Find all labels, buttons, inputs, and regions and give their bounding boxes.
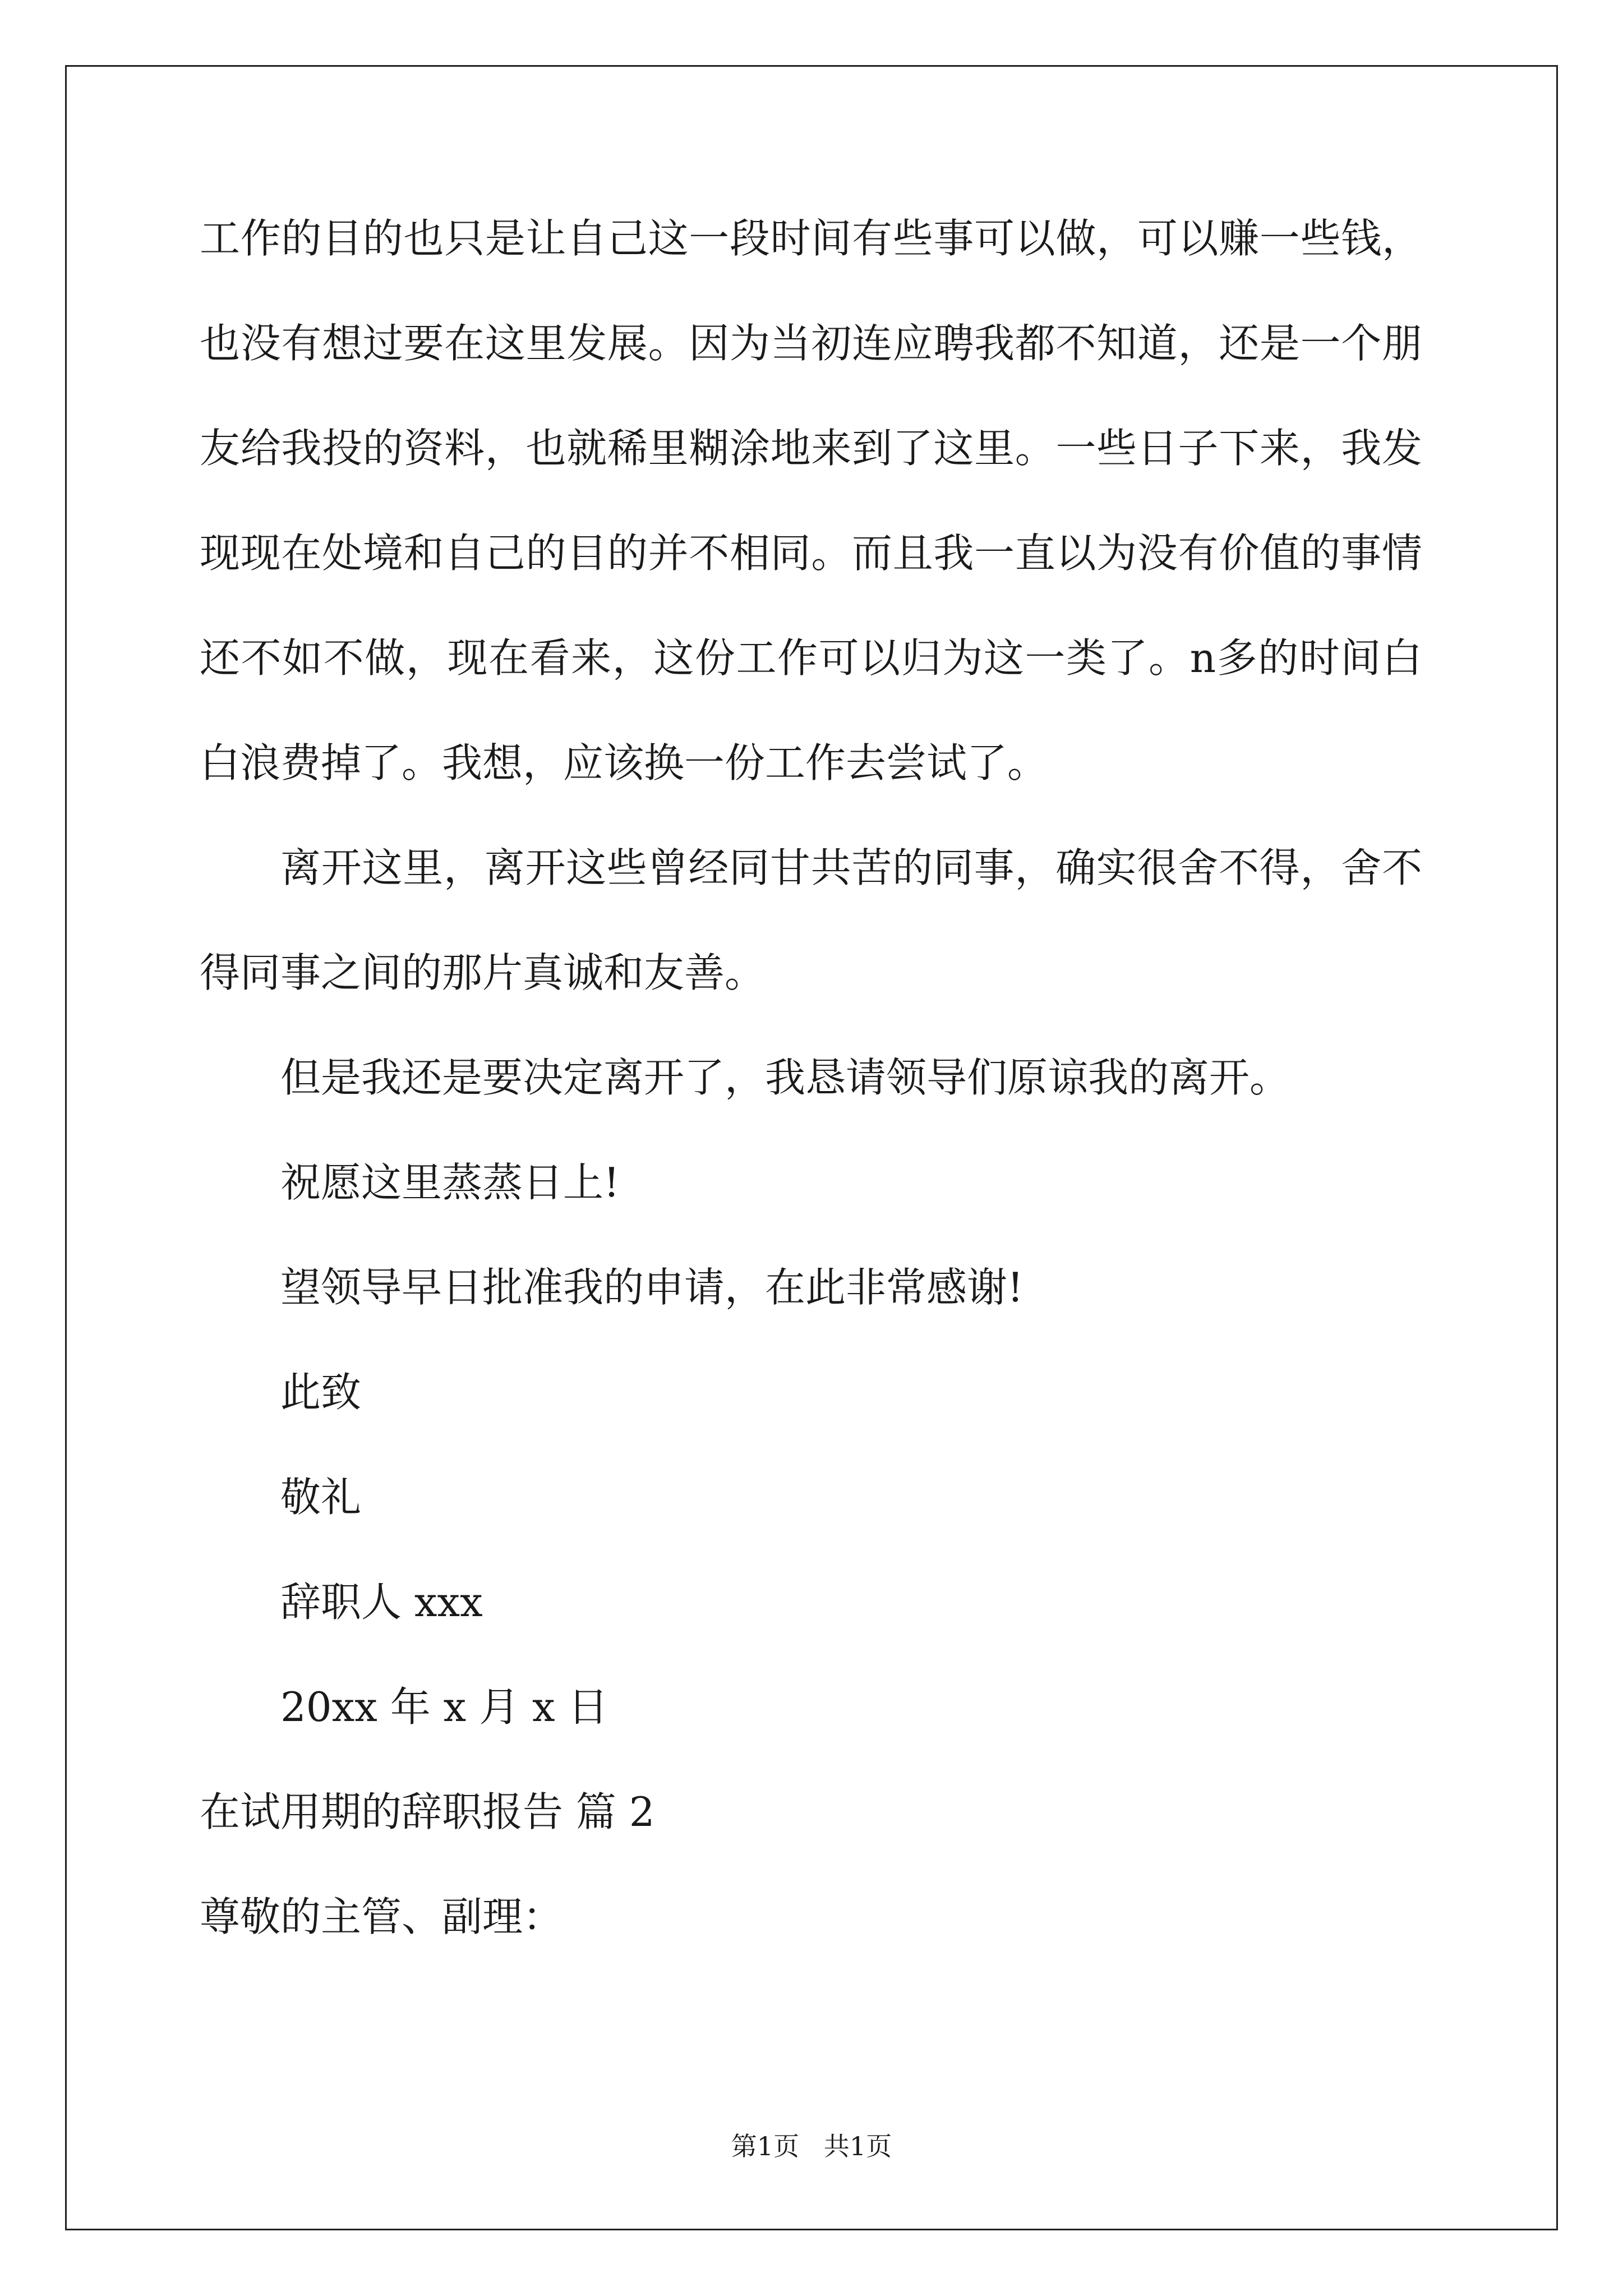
closing-salute: 敬礼 [280, 1474, 362, 1521]
closing-to: 此致 [280, 1369, 362, 1416]
paragraph-4: 祝愿这里蒸蒸日上! [280, 1159, 620, 1206]
section-title: 在试用期的辞职报告 篇 2 [200, 1788, 655, 1835]
salutation: 尊敬的主管、副理： [200, 1893, 564, 1940]
date: 20xx 年 x 月 x 日 [280, 1683, 608, 1731]
page-footer: 第1页 共1页 [731, 2131, 892, 2161]
paragraph-2: 离开这里，离开这些曾经同甘共苦的同事，确实很舍不得，舍不得同事之间的那片真诚和友善。 [200, 844, 1422, 996]
paragraph-3: 但是我还是要决定离开了，我恳请领导们原谅我的离开。 [280, 1054, 1290, 1101]
signature: 辞职人 xxx [280, 1579, 483, 1626]
paragraph-1: 工作的目的也只是让自己这一段时间有些事可以做，可以赚一些钱，也没有想过要在这里发展。因为当初连应聘我都不知道，还是一个朋友给我投的资料，也就稀里糊涂地来到了这里。一些日子下来，我发现现在处境和自己的目的并不相同。而且我一直以为没有价值的事情还不如不做，现在看来，这份工作可以归为这一类了。n多的时间白白浪费掉了。我想，应该换一份工作去尝试了。 [200, 215, 1422, 786]
document-body [200, 186, 1422, 1970]
paragraph-5: 望领导早日批准我的申请，在此非常感谢! [280, 1264, 1023, 1311]
